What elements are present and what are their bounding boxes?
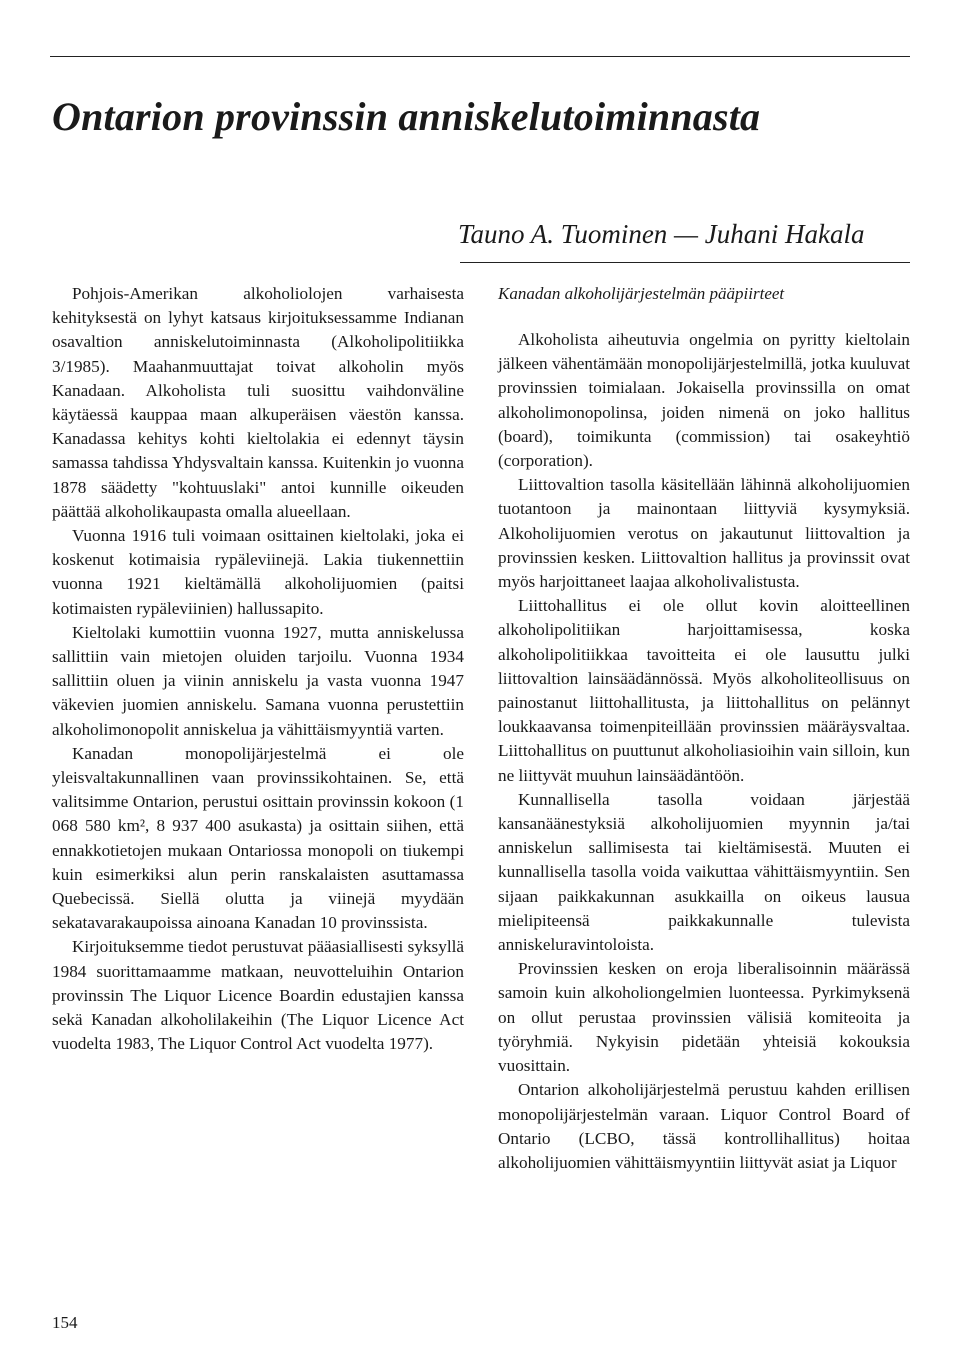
paragraph: Liittohallitus ei ole ollut kovin aloitteellinen alkoholipolitiikan harjoittamisessa, koska alkoholipolitiikkaa tavoitteita ei ole lausuttu julki liittovaltion lainsäädännössä. Myös alkoholiteollisuus on painostanut liittohallitusta, ja liittohallitus on pelännyt loukkaavansa toimenpiteillään provinssien määräysvaltaa. Liittohallitus on puuttunut alkoholiasioihin vain silloin, kun ne liittyvät muuhun lainsäädäntöön. [498,596,910,785]
section-heading: Kanadan alkoholijärjestelmän pääpiirteet [498,284,785,303]
paragraph: Kunnallisella tasolla voidaan järjestää kansanäänestyksiä alkoholijuomien myynnin ja/tai anniskelun sallimisesta tai kieltämisestä. Muuten ei kunnallisella tasolla voida vaikuttaa vähittäismyyntiin. Sen sijaan paikkakunnan asukkailla on oikeus lausua mielipiteensä paikkakunnalle tulevista anniskeluravintoloista. [498,789,910,955]
paragraph: Pohjois-Amerikan alkoholiolojen varhaisesta kehityksestä on lyhyt katsaus kirjoituksessamme Indianan osavaltion anniskelutoiminnasta (Alkoholipolitiikka 3/1985). Maahanmuuttajat toivat alkoholin myös Kanadaan. Alkoholista tuli suosittu vaihdonväline käytäessä kauppaa maan alkuperäisen väestön kanssa. Kanadassa kehitys kohti kieltolakia ei edennyt täysin samassa tahdissa Yhdysvaltain kanssa. Kuitenkin jo vuonna 1878 säädetty "kohtuuslaki" antoi kunnille oikeuden päättää alkoholikaupasta omalla alueellaan. [52,284,464,521]
page-number: 154 [52,1313,78,1332]
paragraph: Vuonna 1916 tuli voimaan osittainen kieltolaki, joka ei koskenut kotimaisia rypäleviinejä. Lakia tiukennettiin vuonna 1921 kieltämällä alkoholijuomien (paitsi kotimaisten rypäleviinien) hallussapito. [52,526,464,618]
paragraph: Ontarion alkoholijärjestelmä perustuu kahden erillisen monopolijärjestelmän varaan. Liquor Control Board of Ontario (LCBO, tässä kontrollihallitus) hoitaa alkoholijuomien vähittäismyyntiin liittyvät asiat ja Liquor [498,1080,910,1172]
article-title: Ontarion provinssin anniskelutoiminnasta [52,93,761,139]
right-column [498,282,910,1175]
article-authors: Tauno A. Tuominen — Juhani Hakala [458,219,865,249]
author-rule [460,262,910,263]
paragraph: Kirjoituksemme tiedot perustuvat pääasiallisesti syksyllä 1984 suorittamaamme matkaan, neuvotteluihin Ontarion provinssin The Liquor Licence Boardin edustajien kanssa sekä Kanadan alkoholilakeihin (The Liquor Licence Act vuodelta 1983, The Liquor Control Act vuodelta 1977). [52,937,464,1054]
paragraph: Liittovaltion tasolla käsitellään lähinnä alkoholijuomien tuotantoon ja mainontaan liittyviä kysymyksiä. Alkoholijuomien verotus on jakautunut liittovaltion ja provinssien kesken. Liittovaltion hallitus ja provinssit ovat myös harjoittaneet laajaa alkoholivalistusta. [498,475,910,592]
left-column [52,282,464,1057]
paragraph: Provinssien kesken on eroja liberalisoinnin määrässä samoin kuin alkoholiongelmien luonteessa. Pyrkimyksenä on ollut perustaa provinssien välisiä komiteoita ja työryhmiä. Nykyisin pidetään yhteisiä kokouksia vuosittain. [498,959,910,1076]
paragraph: Alkoholista aiheutuvia ongelmia on pyritty kieltolain jälkeen vähentämään monopolijärjestelmillä, jotka kuuluvat provinssien toimialaan. Jokaisella provinssilla on omat alkoholimonopolinsa, joiden nimenä on joko hallitus (board), toimikunta (commission) tai osakeyhtiö (corporation). [498,330,910,471]
top-rule [50,56,910,57]
paragraph: Kanadan monopolijärjestelmä ei ole yleisvaltakunnallinen vaan provinssikohtainen. Se, että valitsimme Ontarion, perustui osittain provinssin kokoon (1 068 580 km², 8 937 400 asukasta) ja osittain siihen, että ennakkotietojen mukaan Ontariossa monopoli on tiukempi kuin esimerkiksi alun perin ranskalaisten asuttamassa Quebecissä. Siellä olutta ja viinejä myydään sekatavarakaupoissa ainoana Kanadan 10 provinssista. [52,743,464,933]
paragraph: Kieltolaki kumottiin vuonna 1927, mutta anniskelussa sallittiin vain mietojen oluiden tarjoilu. Vuonna 1934 sallittiin oluen ja viinin anniskelu ja vasta vuonna 1947 väkevien juomien anniskelu. Samana vuonna perustettiin alkoholimonopolit anniskelua ja vähittäismyyntiä varten. [52,622,464,739]
